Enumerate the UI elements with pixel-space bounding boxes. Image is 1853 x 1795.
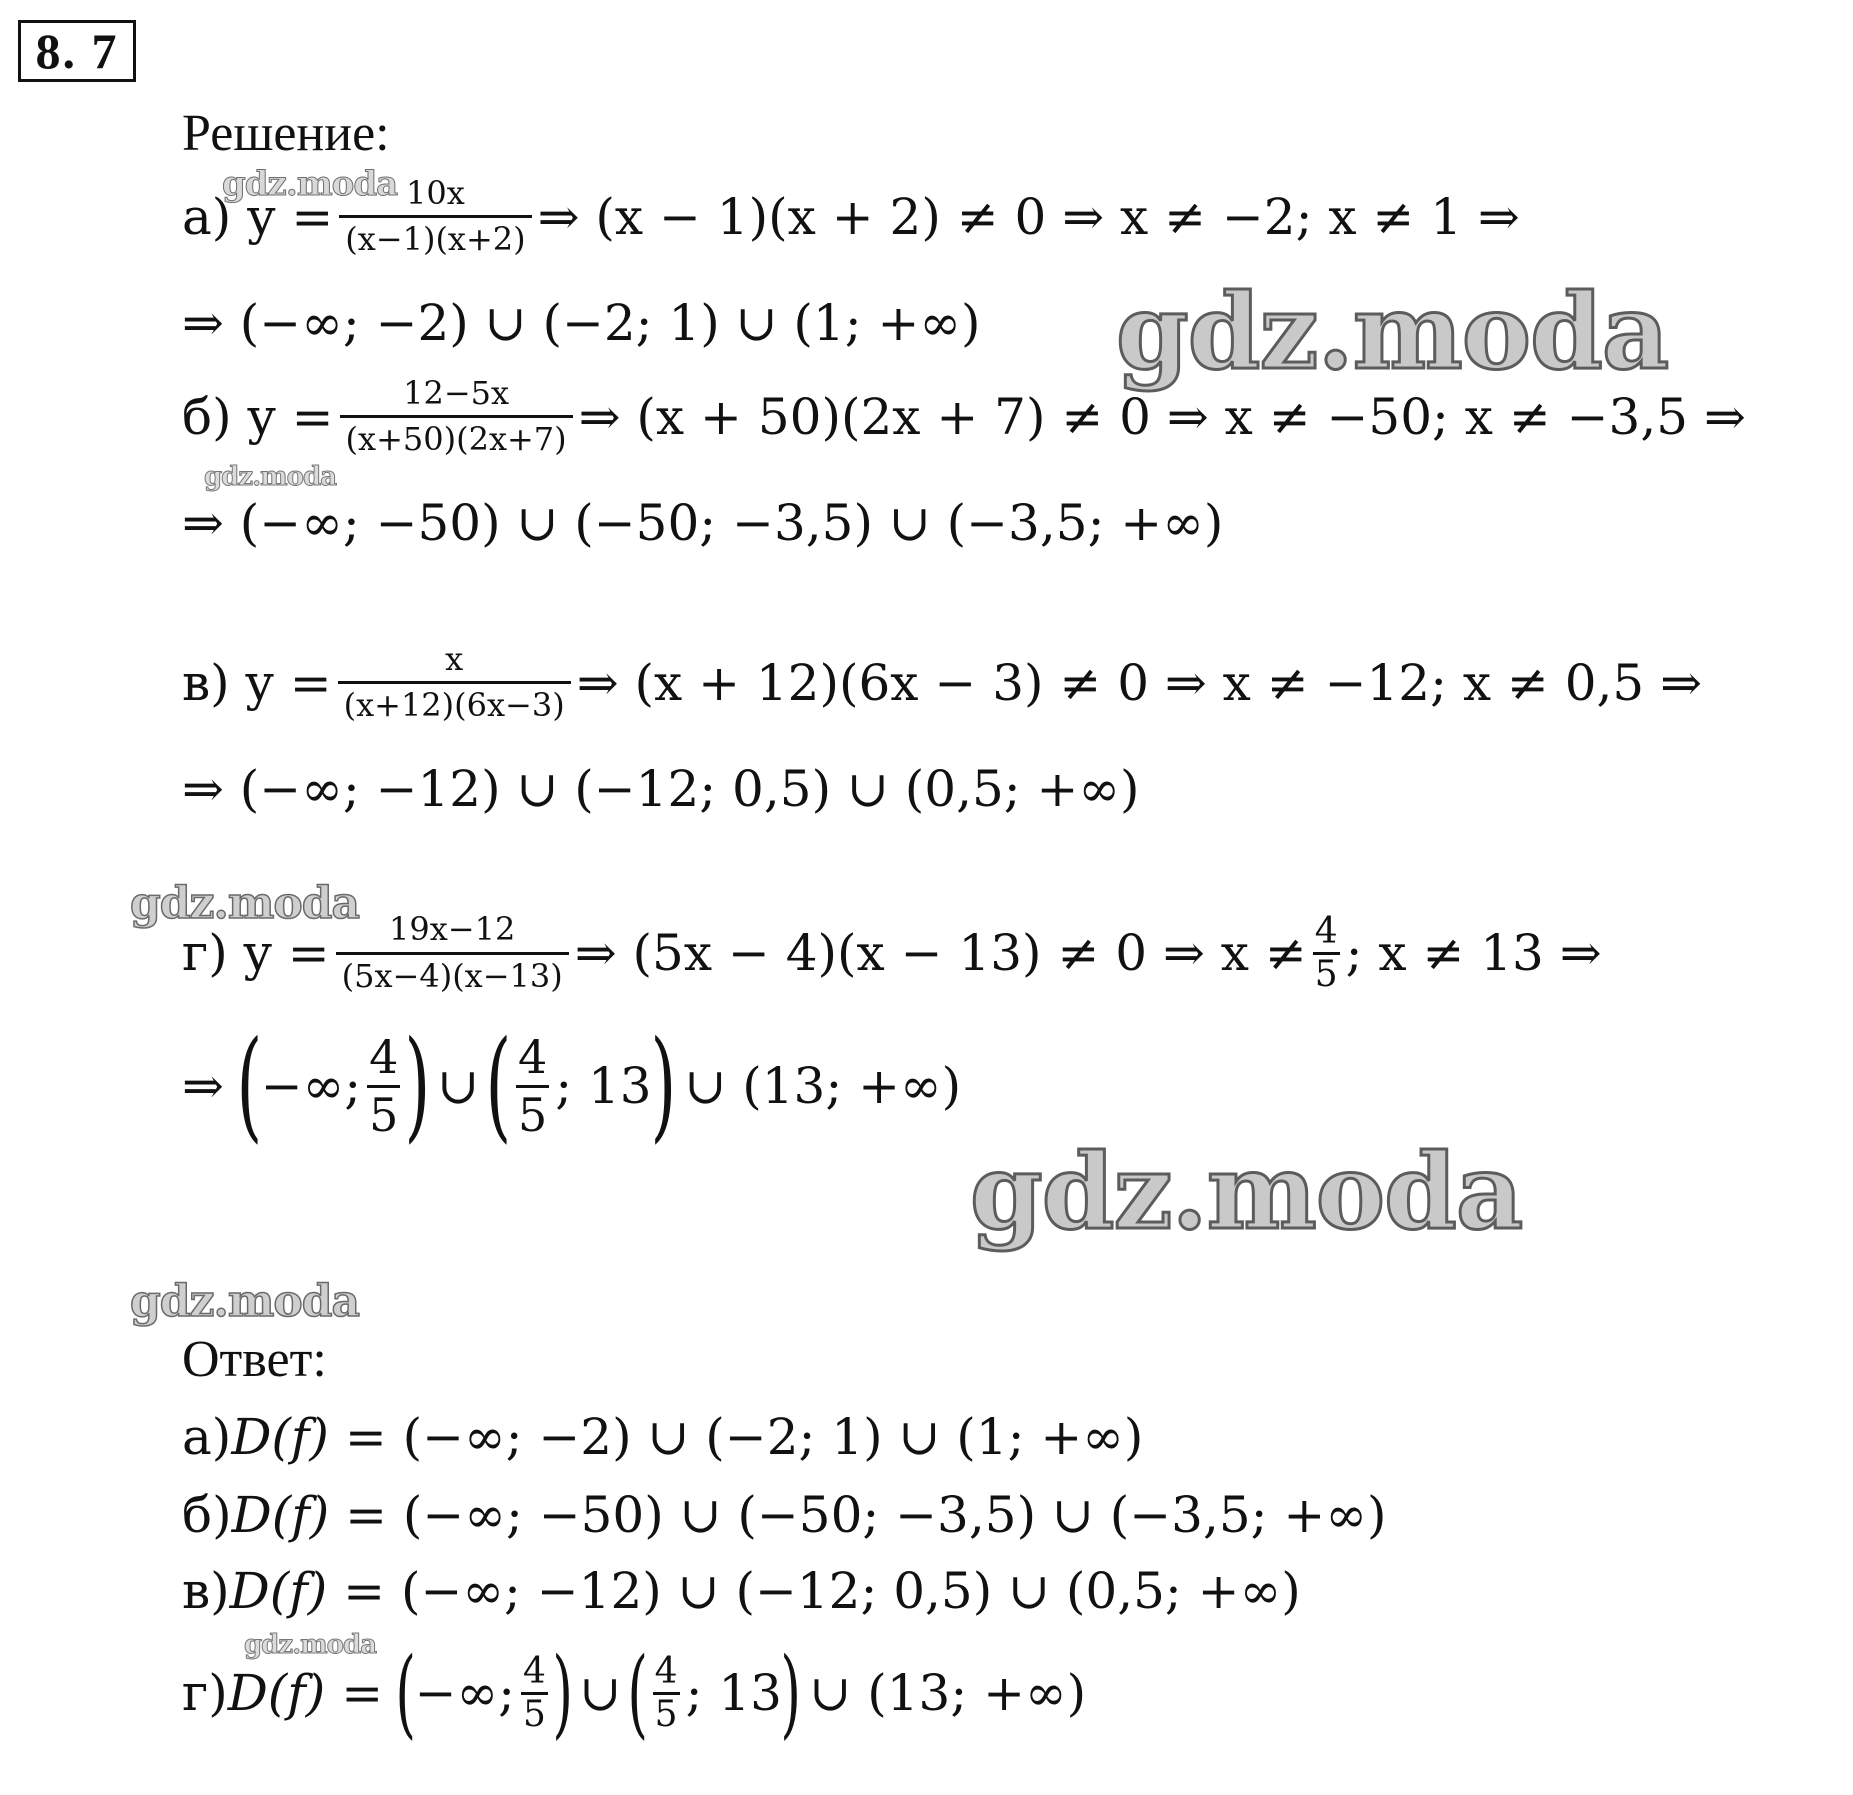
answer-g-fraction-2 bbox=[653, 1652, 680, 1734]
watermark: gdz.moda bbox=[130, 878, 360, 929]
watermark: gdz.moda bbox=[204, 462, 337, 492]
fraction-v-denominator: (x+12)(6x−3) bbox=[338, 681, 571, 723]
label-v: в) y = bbox=[182, 653, 332, 712]
answer-eq-g: = bbox=[325, 1664, 384, 1723]
watermark: gdz.moda bbox=[130, 1276, 360, 1327]
answer-g-last: ∪ (13; +∞) bbox=[809, 1664, 1087, 1723]
domain-g-fraction-1-denominator: 5 bbox=[367, 1085, 400, 1143]
domain-line-a bbox=[182, 294, 981, 352]
answer-g-tail: ; 13 bbox=[685, 1664, 782, 1723]
domain-g-close-paren-2: ) bbox=[650, 1016, 676, 1156]
answer-g-open-paren-2: ( bbox=[627, 1637, 649, 1749]
watermark: gdz.moda bbox=[970, 1130, 1523, 1253]
fraction-g-denominator: (5x−4)(x−13) bbox=[336, 952, 569, 994]
fraction-b-numerator: 12−5x bbox=[403, 374, 510, 412]
answer-domain-b: = (−∞; −50) ∪ (−50; −3,5) ∪ (−3,5; +∞) bbox=[329, 1486, 1387, 1544]
fraction-b-denominator: (x+50)(2x+7) bbox=[340, 415, 573, 457]
answer-g-union: ∪ bbox=[579, 1664, 622, 1723]
answer-domain-v: = (−∞; −12) ∪ (−12; 0,5) ∪ (0,5; +∞) bbox=[327, 1562, 1301, 1620]
domain-g-union: ∪ bbox=[437, 1057, 480, 1116]
answer-g-close-paren-2: ) bbox=[780, 1637, 801, 1749]
domain-g-fraction-2-numerator: 4 bbox=[517, 1030, 548, 1084]
domain-g-close-paren-1: ) bbox=[404, 1016, 431, 1156]
label-b: б) y = bbox=[182, 387, 334, 446]
domain-g-open-paren-1: ( bbox=[236, 1016, 263, 1156]
answer-g-minus-inf: −∞; bbox=[414, 1664, 515, 1723]
domain-g-minus-inf: −∞; bbox=[260, 1057, 362, 1116]
watermark: gdz.moda bbox=[244, 1630, 377, 1660]
fraction-v bbox=[338, 642, 571, 723]
answer-g-fraction-1 bbox=[521, 1652, 548, 1734]
watermark: gdz.moda bbox=[222, 164, 398, 204]
fraction-g-x-denominator: 5 bbox=[1314, 953, 1338, 995]
fraction-g-x bbox=[1313, 912, 1340, 994]
answer-df-b: D(f) bbox=[231, 1486, 330, 1544]
answer-g-close-paren-1: ) bbox=[552, 1637, 573, 1749]
answer-label-b: б) bbox=[182, 1486, 232, 1544]
answer-g-fraction-2-numerator: 4 bbox=[654, 1651, 678, 1693]
answer-g-fraction-2-denominator: 5 bbox=[654, 1693, 678, 1735]
answer-heading: Ответ: bbox=[182, 1331, 327, 1388]
answer-label-a: а) bbox=[182, 1408, 232, 1466]
solution-line-v bbox=[182, 642, 1702, 723]
answer-df-v: D(f) bbox=[229, 1562, 328, 1620]
label-a: а) y = bbox=[182, 187, 334, 246]
answer-domain-a: = (−∞; −2) ∪ (−2; 1) ∪ (1; +∞) bbox=[328, 1408, 1144, 1466]
domain-v: ⇒ (−∞; −12) ∪ (−12; 0,5) ∪ (0,5; +∞) bbox=[182, 760, 1140, 818]
domain-line-b bbox=[182, 494, 1224, 552]
fraction-v-numerator: x bbox=[445, 640, 464, 678]
fraction-g-x-numerator: 4 bbox=[1314, 911, 1338, 952]
answer-g-open-paren-1: ( bbox=[395, 1637, 417, 1749]
condition-b: ⇒ (x + 50)(2x + 7) ≠ 0 ⇒ x ≠ −50; x ≠ −3,5 ⇒ bbox=[578, 387, 1746, 446]
domain-g-tail: ; 13 bbox=[555, 1057, 652, 1116]
fraction-g-numerator: 19x−12 bbox=[389, 910, 516, 949]
answer-g-fraction-1-denominator: 5 bbox=[522, 1693, 546, 1735]
domain-g-last: ∪ (13; +∞) bbox=[684, 1057, 962, 1116]
domain-g-arrow: ⇒ bbox=[182, 1057, 224, 1116]
domain-b: ⇒ (−∞; −50) ∪ (−50; −3,5) ∪ (−3,5; +∞) bbox=[182, 494, 1224, 552]
condition-g-start: ⇒ (5x − 4)(x − 13) ≠ 0 ⇒ x ≠ bbox=[574, 924, 1307, 983]
answer-label-v: в) bbox=[182, 1562, 230, 1620]
answer-df-g: D(f) bbox=[227, 1664, 326, 1723]
problem-number: 8. 7 bbox=[18, 20, 136, 82]
answer-line-v bbox=[182, 1562, 1301, 1620]
answer-df-a: D(f) bbox=[231, 1408, 329, 1466]
condition-g-end: ; x ≠ 13 ⇒ bbox=[1345, 924, 1602, 983]
fraction-g bbox=[336, 912, 569, 993]
answer-line-b bbox=[182, 1486, 1387, 1544]
fraction-a-numerator: 10x bbox=[406, 174, 465, 212]
domain-g-open-paren-2: ( bbox=[485, 1016, 512, 1156]
domain-g-fraction-2 bbox=[516, 1030, 549, 1142]
domain-line-v bbox=[182, 760, 1140, 818]
domain-g-fraction-1 bbox=[367, 1030, 400, 1142]
answer-label-g: г) bbox=[182, 1664, 228, 1723]
condition-v: ⇒ (x + 12)(6x − 3) ≠ 0 ⇒ x ≠ −12; x ≠ 0,5 ⇒ bbox=[576, 653, 1703, 712]
solution-heading: Решение: bbox=[182, 105, 390, 162]
fraction-b bbox=[340, 376, 573, 457]
fraction-a-denominator: (x−1)(x+2) bbox=[339, 215, 531, 257]
solution-line-g bbox=[182, 912, 1602, 994]
condition-a: ⇒ (x − 1)(x + 2) ≠ 0 ⇒ x ≠ −2; x ≠ 1 ⇒ bbox=[537, 187, 1520, 246]
domain-line-g bbox=[182, 1016, 962, 1156]
domain-g-fraction-1-numerator: 4 bbox=[369, 1030, 399, 1084]
label-g: г) y = bbox=[182, 924, 330, 983]
answer-line-a bbox=[182, 1408, 1144, 1466]
domain-a: ⇒ (−∞; −2) ∪ (−2; 1) ∪ (1; +∞) bbox=[182, 294, 981, 352]
watermark: gdz.moda bbox=[1116, 270, 1669, 393]
domain-g-fraction-2-denominator: 5 bbox=[516, 1085, 549, 1143]
answer-g-fraction-1-numerator: 4 bbox=[522, 1651, 546, 1693]
